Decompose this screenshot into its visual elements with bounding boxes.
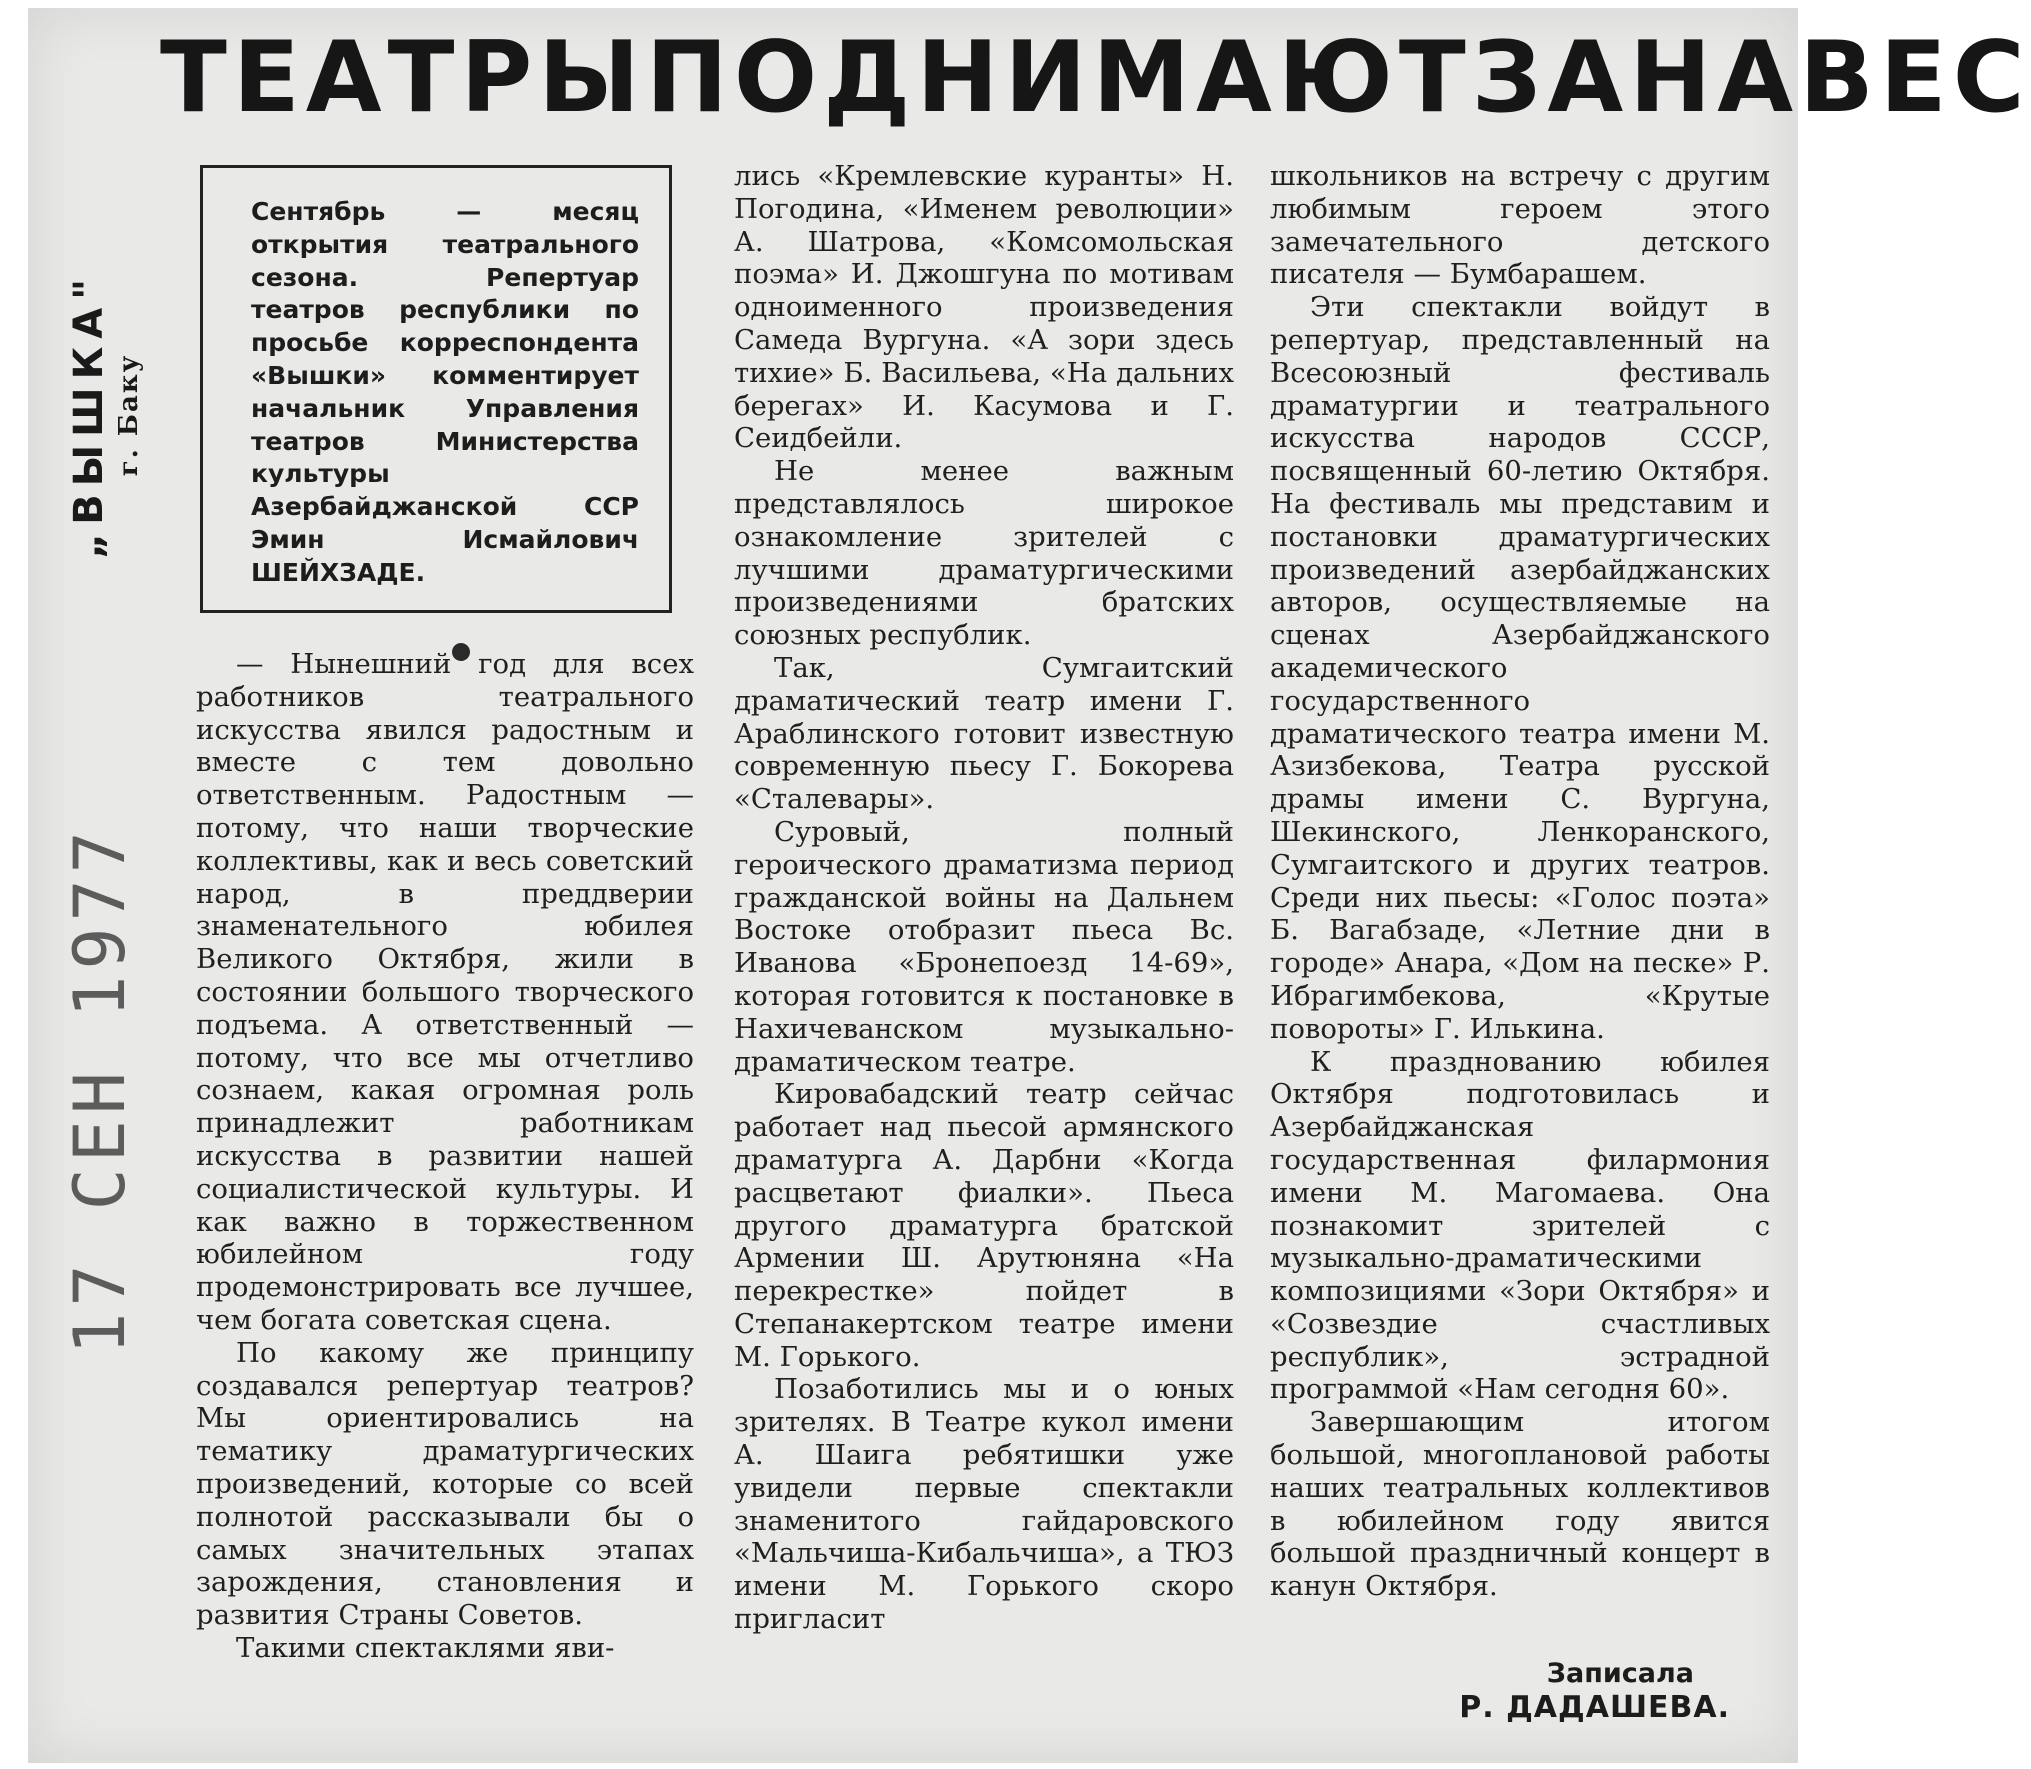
paragraph: лись «Кремлевские куранты» Н. Погодина, «Именем революции» А. Шатрова, «Комсомольская поэма» И. Джошгуна по мотивам одноименного произведения Самеда Вургуна. «А зори здесь тихие» Б. Васильева, «На дальних берегах» И. Касумова и Г. Сеидбейли. xyxy=(734,160,1234,455)
paragraph: Не менее важным представлялось широкое ознакомление зрителей с лучшими драматургическими произведениями братских союзных республик. xyxy=(734,455,1234,652)
date-stamp xyxy=(30,825,170,1355)
paragraph: Эти спектакли войдут в репертуар, представленный на Всесоюзный фестиваль драматургии и театрального искусства народов СССР, посвященный 60-летию Октября. На фестиваль мы представим и постановки драматургических произведений азербайджанских авторов, осуществляемые на сценах Азербайджанского академического государственного драматического театра имени М. Азизбекова, Театра русской драмы имени С. Вургуна, Шекинского, Ленкоранского, Сумгаитского и других театров. Среди них пьесы: «Голос поэта» Б. Вагабзаде, «Летние дни в городе» Анара, «Дом на песке» Р. Ибрагимбекова, «Крутые повороты» Г. Илькина. xyxy=(1270,291,1770,1045)
paragraph: — Нынешний год для всех работников театрального искусства явился радостным и вместе с тем довольно ответственным. Радостным — потому, что наши творческие коллективы, как и весь советский народ, в преддверии знаменательного юбилея Великого Октября, жили в состоянии большого творческого подъема. А ответственный — потому, что все мы отчетливо сознаем, какая огромная роль принадлежит работникам искусства в развитии нашей социалистической культуры. И как важно в торжественном юбилейном году продемонстрировать все лучшее, чем богата советская сцена. xyxy=(196,648,694,1336)
article-column-2 xyxy=(734,160,1234,1636)
signature-author: Р. ДАДАШЕВА. xyxy=(1459,1690,1730,1725)
paragraph: школьников на встречу с другим любимым героем этого замечательного детского писателя — Бумбарашем. xyxy=(1270,160,1770,291)
lead-box xyxy=(200,165,672,613)
lead-interviewee: ШЕЙХЗАДЕ. xyxy=(251,557,426,587)
paragraph: Позаботились мы и о юных зрителях. В Театре кукол имени А. Шаига ребятишки уже увидели первые спектакли знаменитого гайдаровского «Мальчиша-Кибальчиша», а ТЮЗ имени М. Горького скоро пригласит xyxy=(734,1373,1234,1636)
newspaper-city: г. Баку xyxy=(114,353,144,477)
paragraph: Так, Сумгаитский драматический театр имени Г. Араблинского готовит известную современную пьесу Г. Бокорева «Сталевары». xyxy=(734,651,1234,816)
headline-word: ЗАНАВЕС xyxy=(1471,21,2031,135)
paragraph: Суровый, полный героического драматизма период гражданской войны на Дальнем Востоке отобразит пьеса Вс. Иванова «Бронепоезд 14-69», которая готовится к постановке в Нахичеванском музыкально-драматическом театре. xyxy=(734,815,1234,1078)
signature xyxy=(1420,1658,1730,1726)
headline xyxy=(160,18,2031,138)
paragraph: Кировабадский театр сейчас работает над пьесой армянского драматурга А. Дарбни «Когда расцветают фиалки». Пьеса другого драматурга братской Армении Ш. Арутюняна «На перекрестке» пойдет в Степанакертском театре имени М. Горького. xyxy=(734,1078,1234,1373)
newspaper-name: „ВЫШКА" xyxy=(66,270,112,560)
headline-word: ТЕАТРЫ xyxy=(160,21,646,135)
article-column-3 xyxy=(1270,160,1770,1603)
paragraph: Завершающим итогом большой, многоплановой работы наших театральных коллективов в юбилейном году явится большой праздничный концерт в канун Октября. xyxy=(1270,1406,1770,1603)
newspaper-masthead xyxy=(40,270,170,560)
paragraph: По какому же принципу создавался репертуар театров? Мы ориентировались на тематику драматургических произведений, которые со всей полнотой рассказывали бы о самых значительных этапах зарождения, становления и развития Страны Советов. xyxy=(196,1336,694,1632)
paragraph: Такими спектаклями яви- xyxy=(236,1631,615,1664)
headline-word: ПОДНИМАЮТ xyxy=(645,21,1472,135)
lead-text: Сентябрь — месяц открытия театрального сезона. Репертуар театров республики по просьбе корреспондента «Вышки» комментирует начальник Управления театров Министерства культуры Азербайджанской ССР Эмин Исмайлович xyxy=(251,197,639,554)
article-column-1 xyxy=(196,648,694,1665)
paragraph: К празднованию юбилея Октября подготовилась и Азербайджанская государственная филармония имени М. Магомаева. Она познакомит зрителей с музыкально-драматическими композициями «Зори Октября» и «Созвездие счастливых республик», эстрадной программой «Нам сегодня 60». xyxy=(1270,1045,1770,1406)
date-stamp-text: 17 СЕН 1977 xyxy=(59,825,141,1355)
signature-recorded-by: Записала xyxy=(1546,1658,1694,1689)
